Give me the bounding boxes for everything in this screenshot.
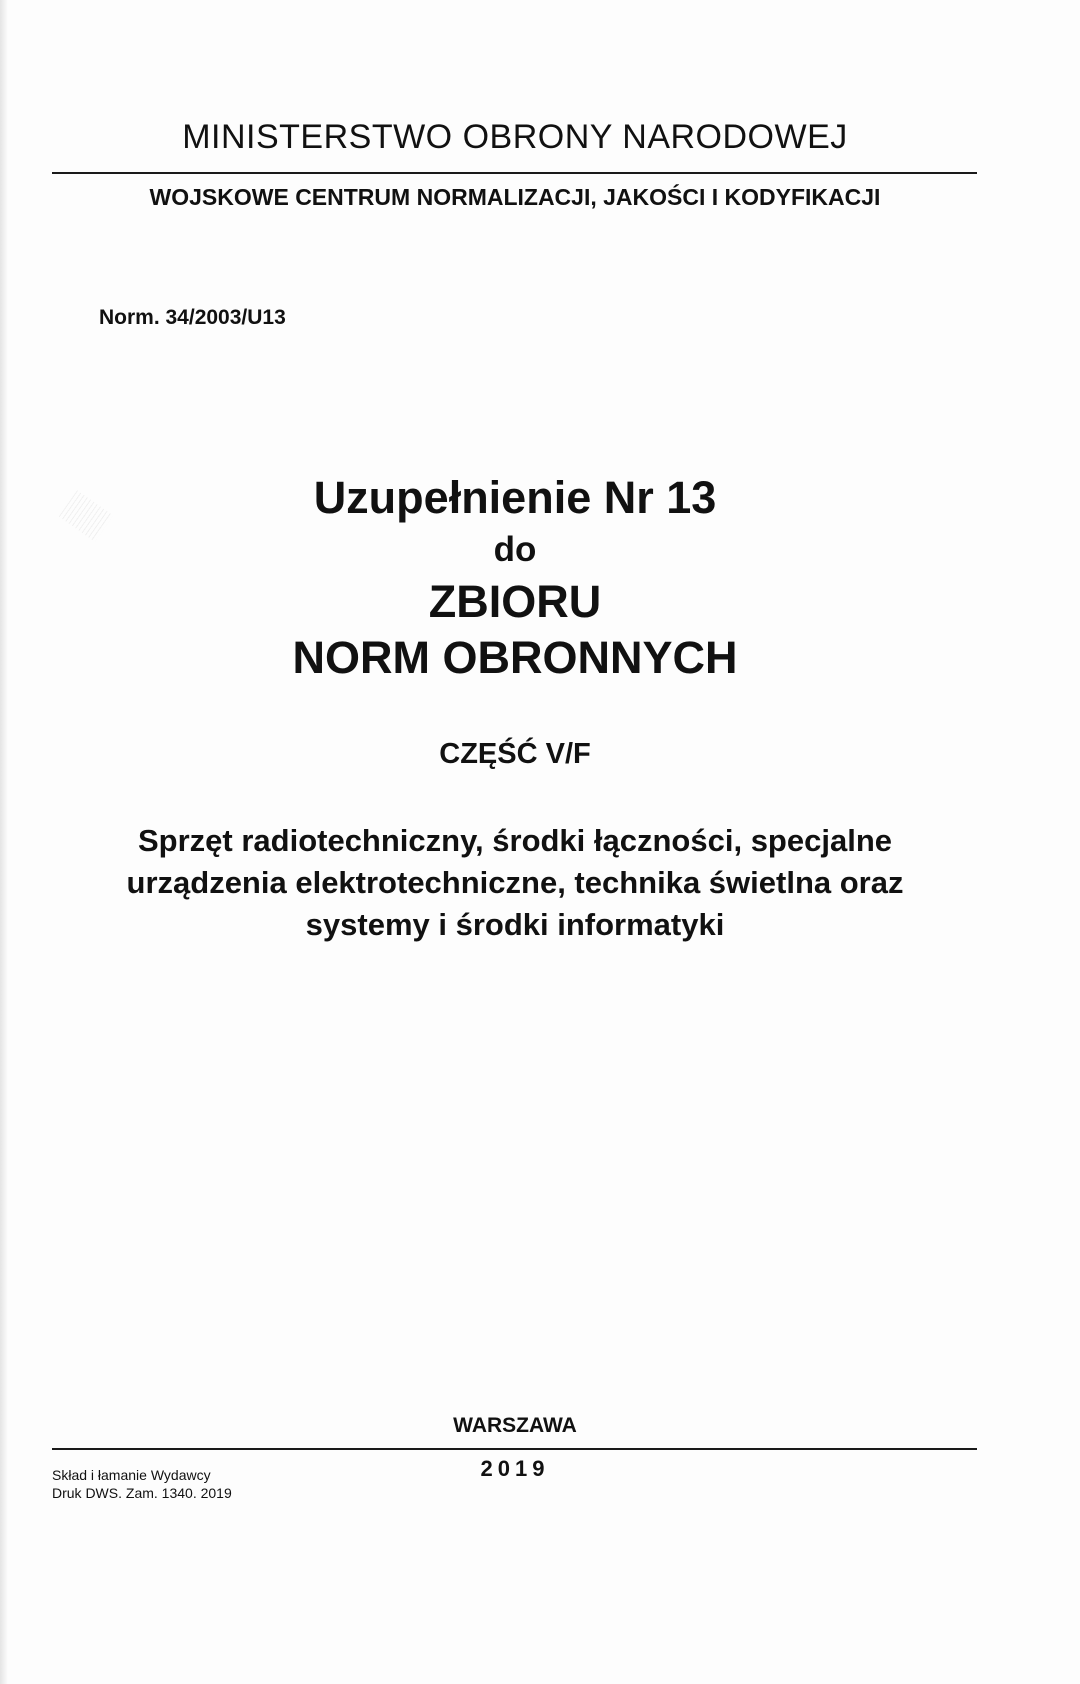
- subject-line-1: Sprzęt radiotechniczny, środki łączności, specjalne: [137, 823, 892, 858]
- imprint: [52, 1466, 232, 1502]
- top-divider: [52, 172, 977, 174]
- imprint-print-order: Druk DWS. Zam. 1340. 2019: [52, 1485, 232, 1501]
- document-title: [0, 470, 1030, 686]
- norm-code: Norm. 34/2003/U13: [99, 306, 286, 329]
- publication-year: 2019: [480, 1456, 550, 1481]
- publication-city: WARSZAWA: [453, 1414, 577, 1437]
- imprint-typesetting: Skład i łamanie Wydawcy: [52, 1467, 211, 1483]
- subject-description: [0, 820, 1030, 946]
- title-norms: NORM OBRONNYCH: [292, 632, 738, 683]
- title-connector: do: [493, 530, 537, 569]
- bottom-divider: [52, 1448, 977, 1450]
- subject-line-3: systemy i środki informatyki: [305, 907, 725, 942]
- part-label: CZĘŚĆ V/F: [439, 738, 591, 770]
- ministry-heading: MINISTERSTWO OBRONY NARODOWEJ: [182, 118, 848, 156]
- centre-heading: WOJSKOWE CENTRUM NORMALIZACJI, JAKOŚCI I KODYFIKACJI: [149, 184, 881, 210]
- subject-line-2: urządzenia elektrotechniczne, technika świetlna oraz: [126, 865, 904, 900]
- title-supplement: Uzupełnienie Nr 13: [313, 472, 717, 523]
- title-collection: ZBIORU: [428, 576, 602, 627]
